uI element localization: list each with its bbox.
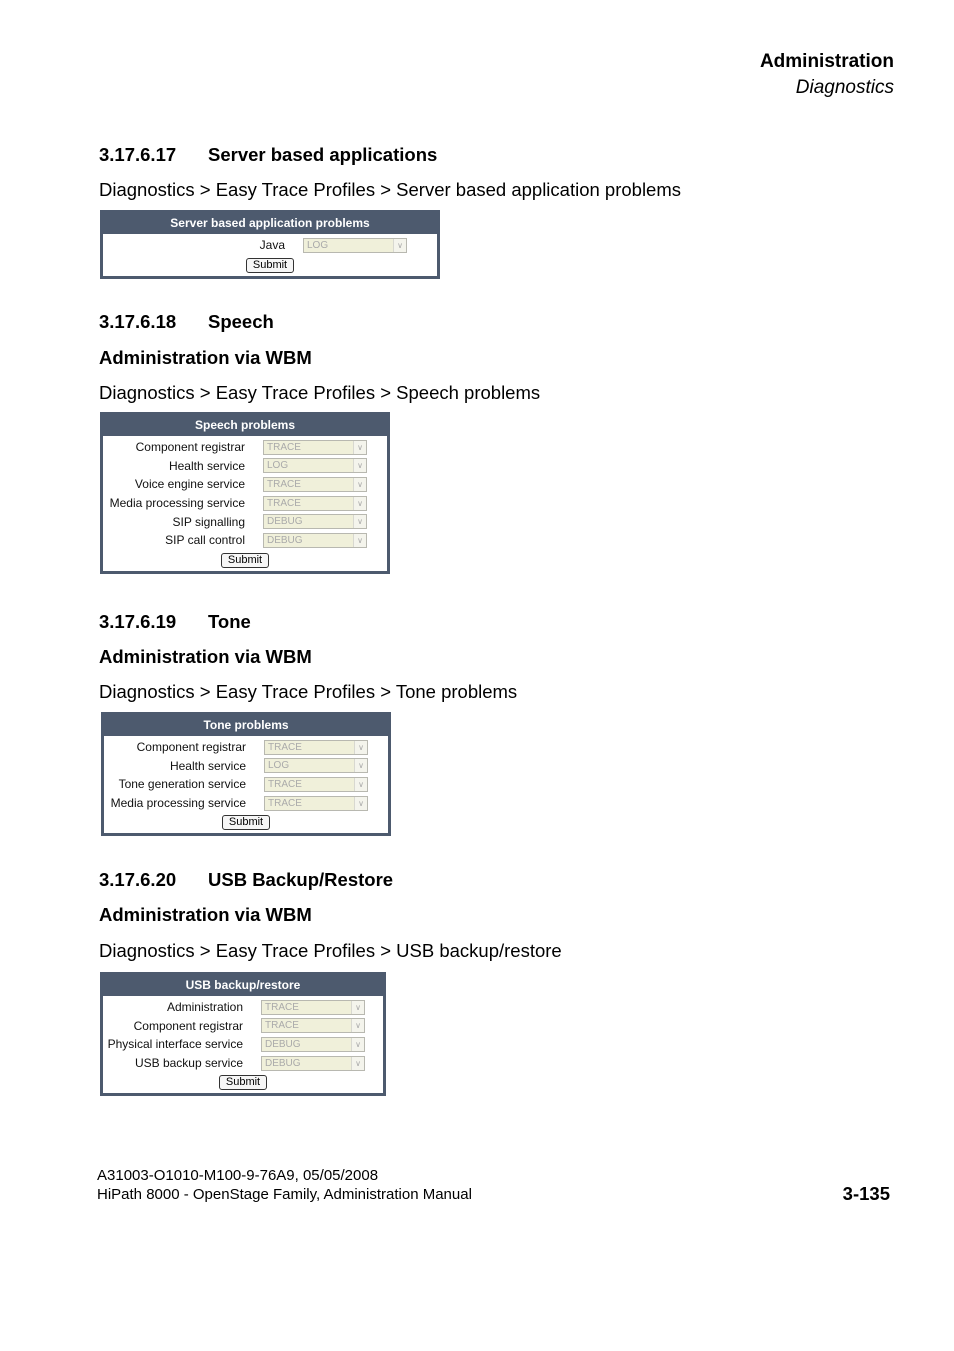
level-select[interactable]: TRACE ∨ xyxy=(261,1018,365,1033)
usb-panel xyxy=(100,972,386,1096)
field-label: Tone generation service xyxy=(118,777,246,792)
field-label: USB backup service xyxy=(134,1056,243,1071)
form-row xyxy=(103,1035,383,1054)
submit-row xyxy=(103,1072,383,1090)
level-select[interactable]: TRACE ∨ xyxy=(263,440,367,455)
submit-button[interactable]: Submit xyxy=(221,553,269,568)
menu-path: Diagnostics > Easy Trace Profiles > Tone problems xyxy=(99,681,518,702)
panel-body xyxy=(103,996,383,1093)
section-number: 3.17.6.19 xyxy=(99,611,177,632)
subheading: Administration via WBM xyxy=(99,904,312,925)
level-select[interactable]: TRACE ∨ xyxy=(263,477,367,492)
panel-title: Server based application problems xyxy=(170,216,370,230)
menu-path: Diagnostics > Easy Trace Profiles > Speech problems xyxy=(99,382,541,403)
form-row xyxy=(104,775,388,794)
panel-title: Tone problems xyxy=(203,718,289,732)
level-select[interactable]: LOG ∨ xyxy=(263,458,367,473)
form-row xyxy=(104,757,388,776)
chevron-down-icon: ∨ xyxy=(353,459,366,472)
form-row xyxy=(103,998,383,1017)
section-heading xyxy=(99,611,251,633)
chevron-down-icon: ∨ xyxy=(351,1057,364,1070)
section-number: 3.17.6.18 xyxy=(99,311,177,332)
chevron-down-icon: ∨ xyxy=(353,497,366,510)
submit-button[interactable]: Submit xyxy=(222,815,270,830)
speech-panel xyxy=(100,412,390,574)
submit-button[interactable]: Submit xyxy=(246,258,294,273)
chevron-down-icon: ∨ xyxy=(353,441,366,454)
form-row xyxy=(103,531,387,550)
level-select[interactable]: DEBUG ∨ xyxy=(261,1037,365,1052)
form-row xyxy=(103,236,437,255)
submit-row xyxy=(103,255,437,273)
field-label: Physical interface service xyxy=(107,1037,243,1052)
form-row xyxy=(103,1017,383,1036)
section-title: Server based applications xyxy=(208,144,438,165)
field-label: Java xyxy=(259,238,285,253)
header-subtitle: Diagnostics xyxy=(795,77,894,98)
section-title: USB Backup/Restore xyxy=(208,869,394,890)
level-select[interactable]: TRACE ∨ xyxy=(261,1000,365,1015)
field-label: Component registrar xyxy=(136,740,246,755)
level-select[interactable]: LOG ∨ xyxy=(264,758,368,773)
level-select[interactable]: TRACE ∨ xyxy=(263,496,367,511)
field-label: Component registrar xyxy=(133,1018,243,1033)
field-label: Health service xyxy=(169,758,246,773)
section-title: Tone xyxy=(208,611,251,632)
page-number: 3-135 xyxy=(842,1183,890,1204)
field-label: Media processing service xyxy=(109,496,245,511)
panel-title: Speech problems xyxy=(194,418,296,432)
form-row xyxy=(103,475,387,494)
header-title: Administration xyxy=(759,51,894,72)
section-heading xyxy=(99,311,274,333)
chevron-down-icon: ∨ xyxy=(353,534,366,547)
level-select[interactable]: DEBUG ∨ xyxy=(263,533,367,548)
menu-path: Diagnostics > Easy Trace Profiles > Server based application problems xyxy=(99,179,682,200)
field-label: SIP signalling xyxy=(172,514,245,529)
chevron-down-icon: ∨ xyxy=(354,778,367,791)
chevron-down-icon: ∨ xyxy=(353,478,366,491)
chevron-down-icon: ∨ xyxy=(354,797,367,810)
section-title: Speech xyxy=(208,311,274,332)
level-select[interactable]: TRACE ∨ xyxy=(264,777,368,792)
submit-button[interactable]: Submit xyxy=(219,1075,267,1090)
submit-row xyxy=(104,812,388,830)
panel-body xyxy=(104,736,388,833)
field-label: Health service xyxy=(168,458,245,473)
section-heading xyxy=(99,869,393,891)
level-select[interactable]: DEBUG ∨ xyxy=(263,514,367,529)
chevron-down-icon: ∨ xyxy=(351,1019,364,1032)
chevron-down-icon: ∨ xyxy=(353,515,366,528)
chevron-down-icon: ∨ xyxy=(351,1038,364,1051)
subheading: Administration via WBM xyxy=(99,646,312,667)
form-row xyxy=(104,794,388,813)
submit-row xyxy=(103,550,387,568)
panel-body xyxy=(103,234,437,276)
form-row xyxy=(103,494,387,513)
form-row xyxy=(103,512,387,531)
tone-panel xyxy=(101,712,391,836)
level-select[interactable]: TRACE ∨ xyxy=(264,796,368,811)
chevron-down-icon: ∨ xyxy=(393,239,406,252)
form-row xyxy=(104,738,388,757)
footer-manual-title: HiPath 8000 - OpenStage Family, Administration Manual xyxy=(97,1186,472,1203)
field-label: Voice engine service xyxy=(134,477,245,492)
section-number: 3.17.6.17 xyxy=(99,144,177,165)
level-select[interactable]: LOG ∨ xyxy=(303,238,407,253)
server-apps-panel xyxy=(100,210,440,279)
form-row xyxy=(103,438,387,457)
chevron-down-icon: ∨ xyxy=(354,741,367,754)
section-number: 3.17.6.20 xyxy=(99,869,177,890)
field-label: Administration xyxy=(166,1000,243,1015)
level-select[interactable]: TRACE ∨ xyxy=(264,740,368,755)
level-select[interactable]: DEBUG ∨ xyxy=(261,1056,365,1071)
section-heading xyxy=(99,144,437,166)
panel-body xyxy=(103,436,387,571)
subheading: Administration via WBM xyxy=(99,347,312,368)
chevron-down-icon: ∨ xyxy=(351,1001,364,1014)
field-label: Media processing service xyxy=(110,796,246,811)
form-row xyxy=(103,1054,383,1073)
panel-title: USB backup/restore xyxy=(185,978,301,992)
menu-path: Diagnostics > Easy Trace Profiles > USB backup/restore xyxy=(99,940,562,961)
chevron-down-icon: ∨ xyxy=(354,759,367,772)
field-label: SIP call control xyxy=(165,533,245,548)
form-row xyxy=(103,457,387,476)
field-label: Component registrar xyxy=(135,440,245,455)
footer-doc-id: A31003-O1010-M100-9-76A9, 05/05/2008 xyxy=(97,1167,379,1184)
